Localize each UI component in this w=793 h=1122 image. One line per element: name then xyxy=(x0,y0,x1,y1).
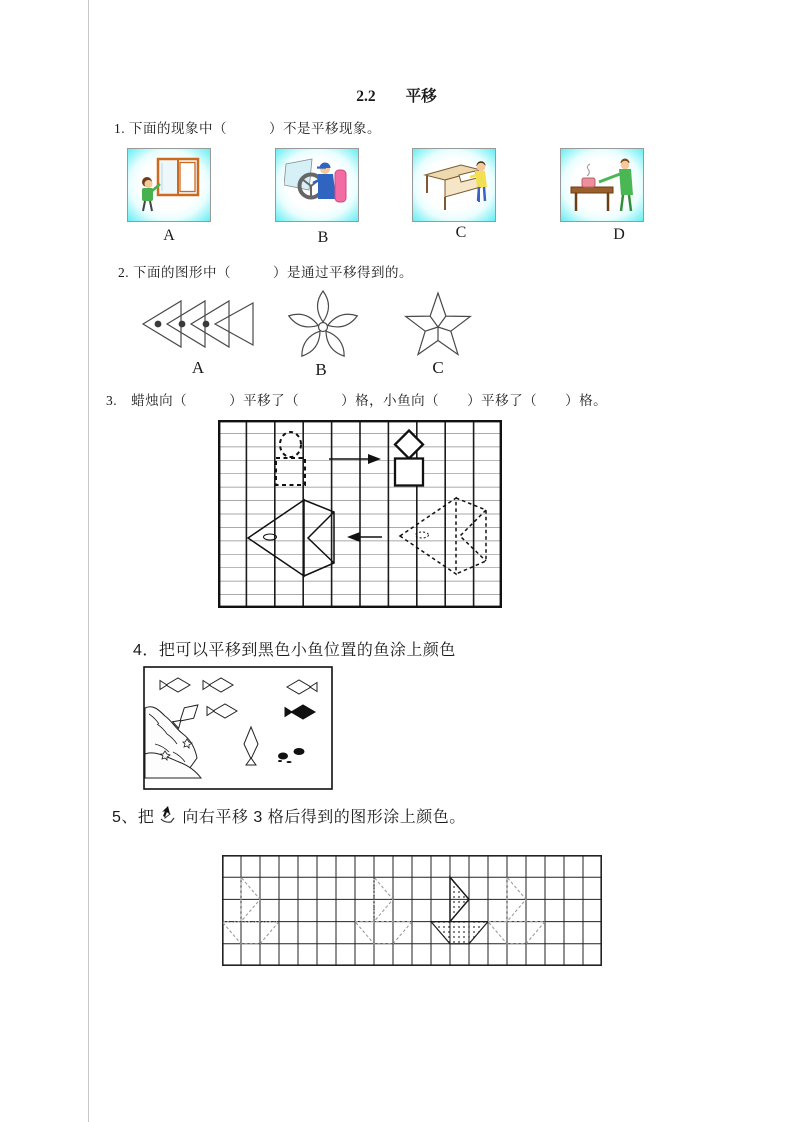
title-number: 2.2 xyxy=(356,88,376,105)
q2-label-c: C xyxy=(432,358,444,377)
boat-shaded-answer xyxy=(431,877,488,944)
steering-wheel-driver-icon xyxy=(284,157,350,213)
question-2-text: 2. 下面的图形中（ ）是通过平移得到的。 xyxy=(118,265,413,280)
star-of-rhombi-figure xyxy=(391,289,485,361)
solid-candle xyxy=(395,431,423,486)
dashed-candle xyxy=(276,432,305,485)
question-1-text: 1. 下面的现象中（ ）不是平移现象。 xyxy=(114,121,381,136)
flower-petals-figure xyxy=(276,286,370,366)
grid-lines xyxy=(222,855,602,966)
q1-picture-c xyxy=(412,148,496,222)
boat-outline-4 xyxy=(488,877,545,944)
desk-drawer-child-icon xyxy=(421,157,487,213)
q5-grid-figure xyxy=(222,855,602,966)
title-text: 平移 xyxy=(405,88,437,105)
q2-label-b: B xyxy=(315,360,327,379)
q1-picture-a xyxy=(127,148,211,222)
left-arrow xyxy=(347,532,382,542)
left-margin-line xyxy=(88,0,89,1122)
q4-fish-figure xyxy=(143,666,333,790)
question-5-text xyxy=(112,804,466,827)
page-title xyxy=(0,84,793,106)
sliding-window-scene-icon xyxy=(136,157,202,213)
question-3-text: 3. 蜡烛向（ ）平移了（ ）格，小鱼向（ ）平移了（ ）格。 xyxy=(106,393,608,408)
underwater-fish-scene xyxy=(143,666,333,790)
boat-translation-grid xyxy=(222,855,602,966)
q5-text-suffix: 向右平移 3 格后得到的图形涂上颜色。 xyxy=(182,809,466,826)
q1-picture-b xyxy=(275,148,359,222)
solid-fish xyxy=(248,500,334,576)
q1-label-c: C xyxy=(455,224,467,241)
candle-fish-translation-grid xyxy=(218,420,502,608)
boat-outline-1 xyxy=(222,877,279,944)
q2-label-a: A xyxy=(191,358,205,377)
q1-label-a: A xyxy=(163,227,175,244)
right-arrow xyxy=(329,454,381,464)
q5-text-prefix: 5、把 xyxy=(112,809,155,826)
q3-grid-figure xyxy=(218,420,502,608)
translated-triangles-figure xyxy=(141,294,255,356)
cursor-over-boat-icon xyxy=(157,805,179,825)
q2-figure-b xyxy=(276,286,370,366)
question-4-text: 4．把可以平移到黑色小鱼位置的鱼涂上颜色 xyxy=(133,642,456,659)
q2-figure-a xyxy=(141,294,255,356)
q1-label-d: D xyxy=(613,226,625,243)
q1-picture-d xyxy=(560,148,644,222)
sawing-at-table-icon xyxy=(569,157,635,213)
boat-outline-2 xyxy=(355,877,412,944)
q2-figure-c xyxy=(391,289,485,361)
q1-label-b: B xyxy=(317,229,329,246)
